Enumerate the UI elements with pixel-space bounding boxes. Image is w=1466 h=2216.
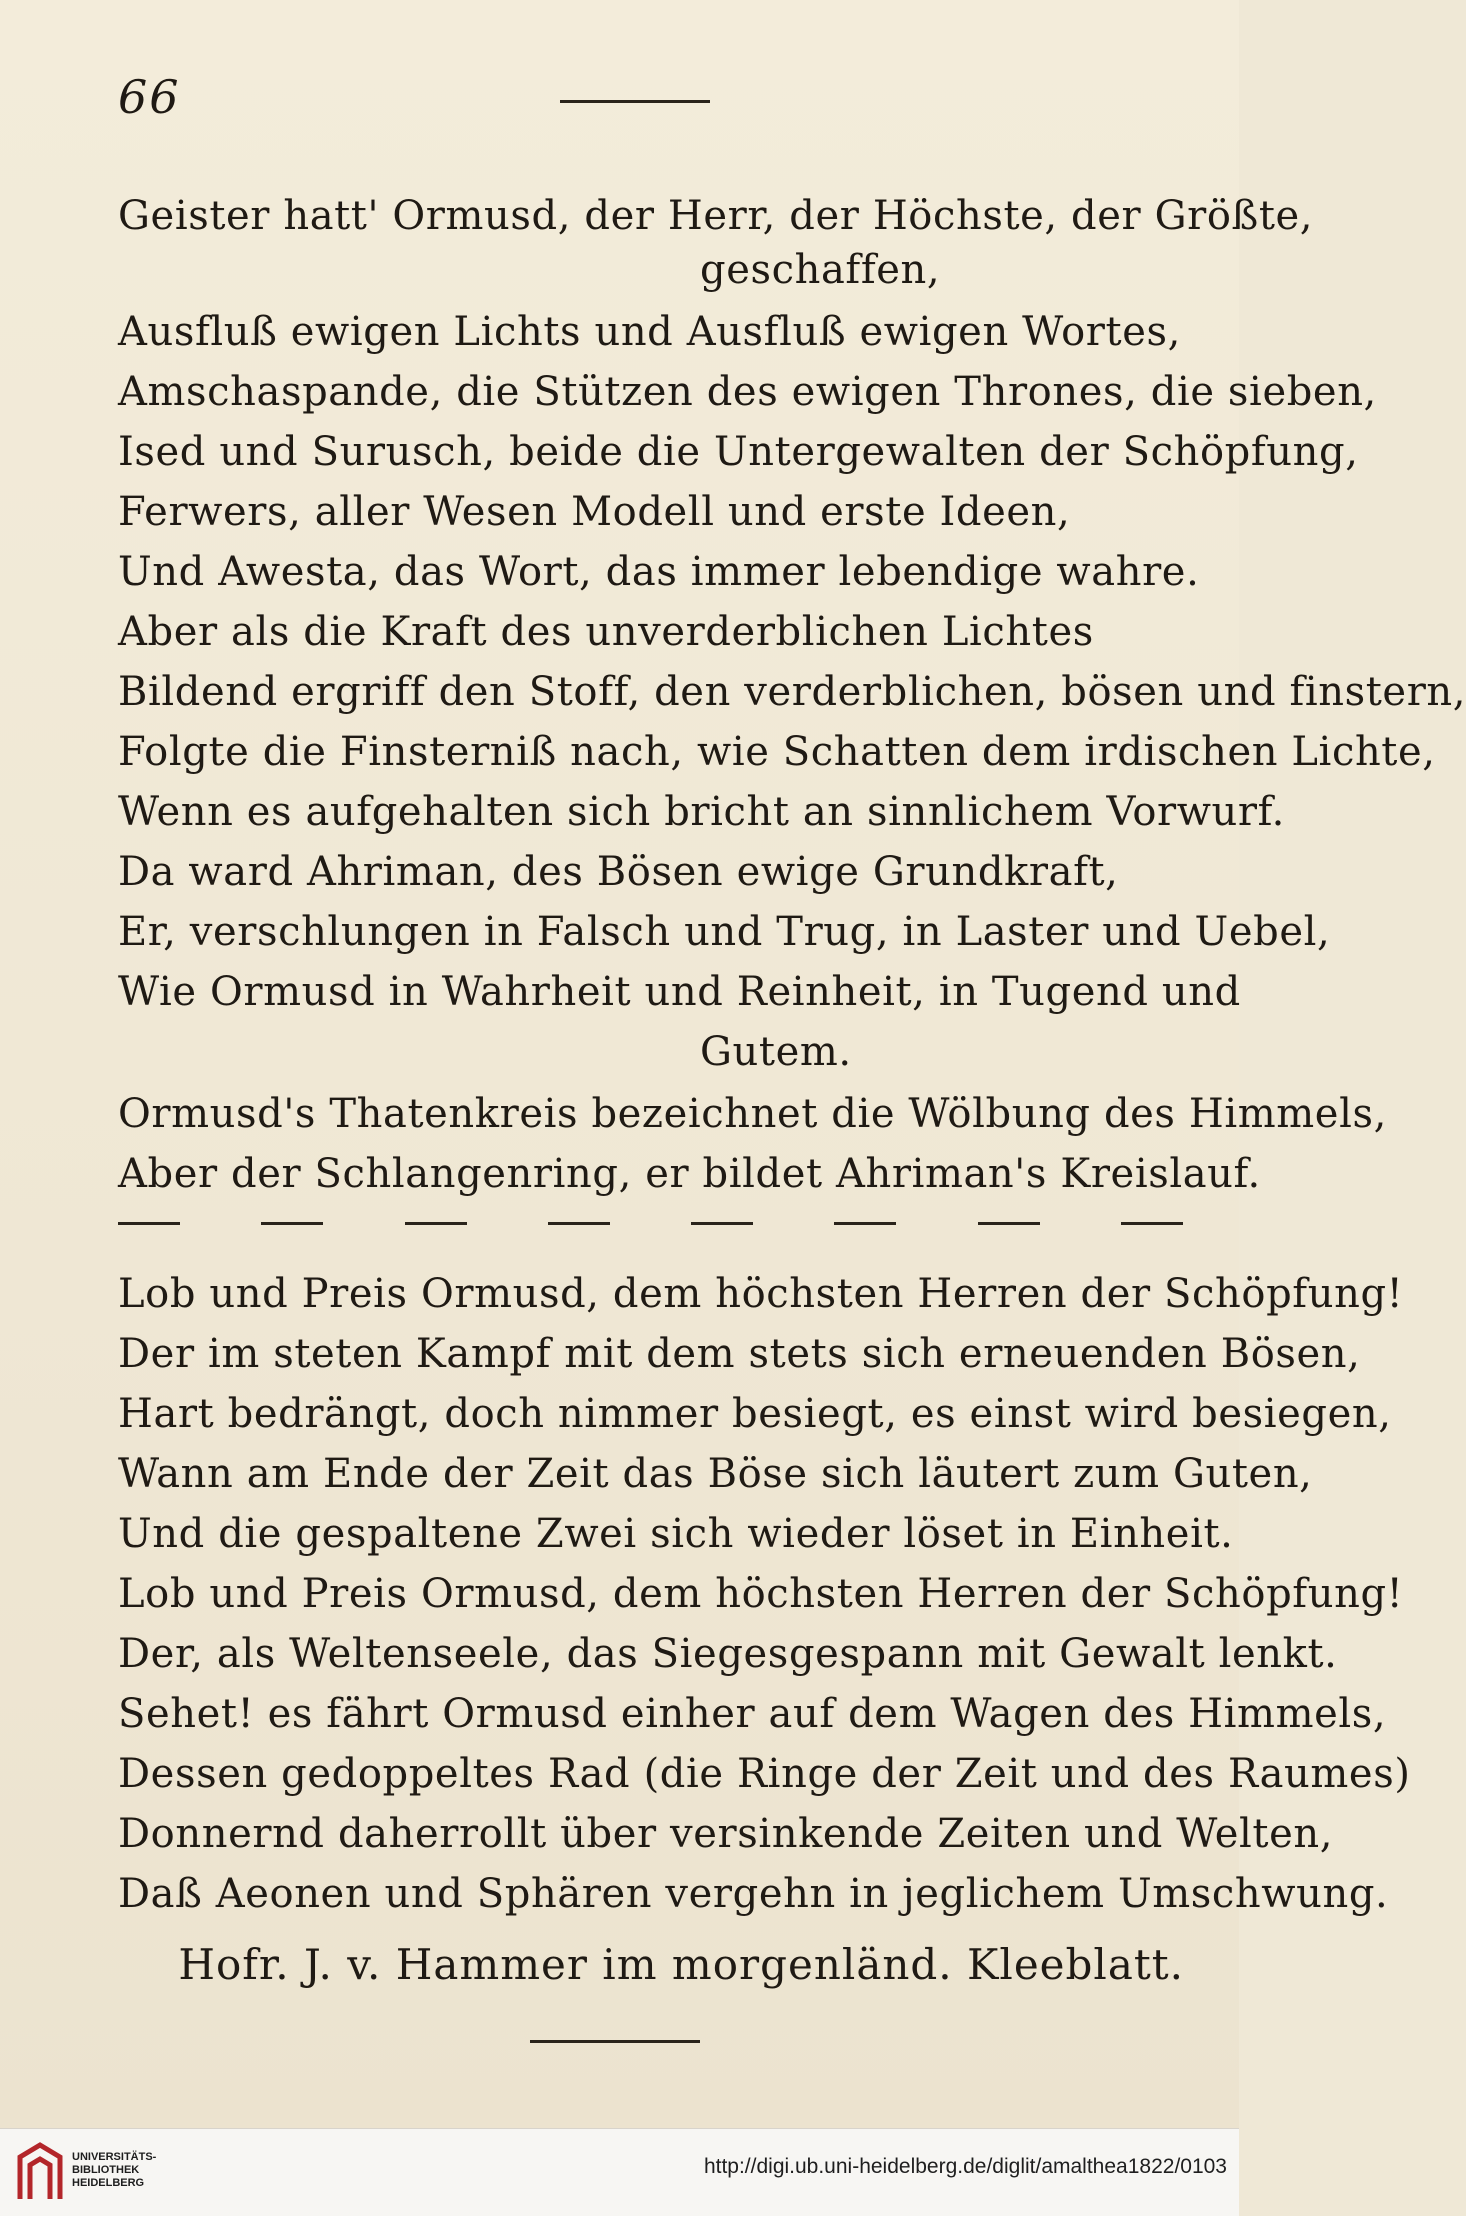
- hymn-line-7: Der, als Weltenseele, das Siegesgespann mit Gewalt lenkt.: [118, 1631, 1338, 1677]
- hymn-line-9: Dessen gedoppeltes Rad (die Ringe der Zeit und des Raumes): [118, 1751, 1411, 1797]
- poem-line-12: Da ward Ahriman, des Bösen ewige Grundkraft,: [118, 849, 1119, 895]
- permalink-url[interactable]: http://digi.ub.uni-heidelberg.de/diglit/amalthea1822/0103: [703, 2155, 1227, 2178]
- page-number: 66: [118, 70, 181, 124]
- poem-line-4: Amschaspande, die Stützen des ewigen Thrones, die sieben,: [118, 369, 1377, 415]
- poem-line-17: Aber der Schlangenring, er bildet Ahriman's Kreislauf.: [118, 1151, 1261, 1197]
- library-logo-icon: [14, 2139, 66, 2205]
- separator-dash: [1121, 1222, 1183, 1225]
- library-name: [72, 2151, 156, 2190]
- viewer-footer: [0, 2128, 1239, 2216]
- header-rule: [560, 100, 710, 103]
- attribution: Hofr. J. v. Hammer im morgenländ. Kleeblatt.: [178, 1940, 1184, 1989]
- separator-dash: [691, 1222, 753, 1225]
- separator-dash: [261, 1222, 323, 1225]
- poem-line-3: Ausfluß ewigen Lichts und Ausfluß ewigen Wortes,: [118, 309, 1181, 355]
- separator-dash: [978, 1222, 1040, 1225]
- separator-dash: [118, 1222, 180, 1225]
- poem-line-13: Er, verschlungen in Falsch und Trug, in Laster und Uebel,: [118, 909, 1331, 955]
- footer-rule: [530, 2040, 700, 2043]
- poem-line-8: Aber als die Kraft des unverderblichen Lichtes: [118, 609, 1094, 655]
- poem-line-6: Ferwers, aller Wesen Modell und erste Ideen,: [118, 489, 1071, 535]
- hymn-line-10: Donnernd daherrollt über versinkende Zeiten und Welten,: [118, 1811, 1334, 1857]
- poem-line-2: geschaffen,: [700, 247, 941, 293]
- section-separator: [118, 1222, 1183, 1225]
- hymn-line-6: Lob und Preis Ormusd, dem höchsten Herren der Schöpfung!: [118, 1571, 1404, 1617]
- poem-line-16: Ormusd's Thatenkreis bezeichnet die Wölbung des Himmels,: [118, 1091, 1387, 1137]
- hymn-line-11: Daß Aeonen und Sphären vergehn in jeglichem Umschwung.: [118, 1871, 1389, 1917]
- hymn-line-2: Der im steten Kampf mit dem stets sich erneuenden Bösen,: [118, 1331, 1361, 1377]
- poem-line-11: Wenn es aufgehalten sich bricht an sinnlichem Vorwurf.: [118, 789, 1285, 835]
- hymn-line-5: Und die gespaltene Zwei sich wieder löset in Einheit.: [118, 1511, 1234, 1557]
- library-name-line-3: HEIDELBERG: [72, 2177, 145, 2189]
- poem-line-9: Bildend ergriff den Stoff, den verderblichen, bösen und finstern,: [118, 669, 1466, 715]
- library-name-line-1: UNIVERSITÄTS-: [72, 2151, 157, 2163]
- poem-line-10: Folgte die Finsterniß nach, wie Schatten dem irdischen Lichte,: [118, 729, 1436, 775]
- hymn-line-4: Wann am Ende der Zeit das Böse sich läutert zum Guten,: [118, 1451, 1313, 1497]
- hymn-line-3: Hart bedrängt, doch nimmer besiegt, es einst wird besiegen,: [118, 1391, 1392, 1437]
- poem-line-1: Geister hatt' Ormusd, der Herr, der Höchste, der Größte,: [118, 193, 1314, 239]
- separator-dash: [548, 1222, 610, 1225]
- hymn-line-1: Lob und Preis Ormusd, dem höchsten Herren der Schöpfung!: [118, 1271, 1404, 1317]
- library-name-line-2: BIBLIOTHEK: [72, 2164, 140, 2176]
- poem-line-15: Gutem.: [700, 1029, 852, 1075]
- poem-line-5: Ised und Surusch, beide die Untergewalten der Schöpfung,: [118, 429, 1359, 475]
- separator-dash: [405, 1222, 467, 1225]
- separator-dash: [834, 1222, 896, 1225]
- poem-line-14: Wie Ormusd in Wahrheit und Reinheit, in Tugend und: [118, 969, 1241, 1015]
- poem-line-7: Und Awesta, das Wort, das immer lebendige wahre.: [118, 549, 1200, 595]
- hymn-line-8: Sehet! es fährt Ormusd einher auf dem Wagen des Himmels,: [118, 1691, 1387, 1737]
